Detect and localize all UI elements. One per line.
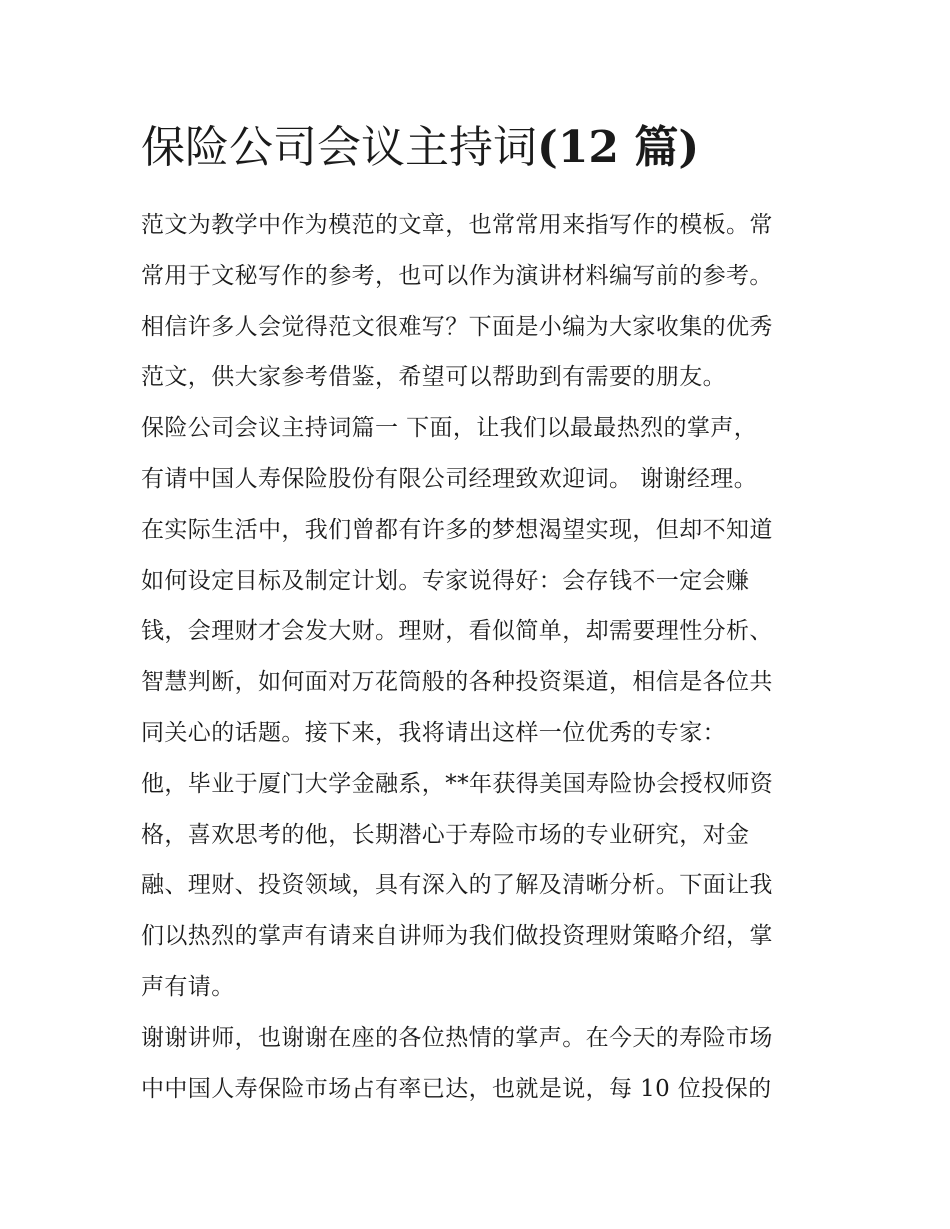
text-line: 同关心的话题。接下来，我将请出这样一位优秀的专家：: [141, 719, 726, 746]
text-line: 有请中国人寿保险股份有限公司经理致欢迎词。 谢谢经理。: [141, 465, 758, 492]
text-line: 在实际生活中，我们曾都有许多的梦想渴望实现，但却不知道: [141, 516, 773, 543]
text-line: 格，喜欢思考的他，长期潜心于寿险市场的专业研究，对金: [141, 821, 750, 848]
text-line: 钱，会理财才会发大财。理财，看似简单，却需要理性分析、: [141, 618, 773, 645]
text-line: 他，毕业于厦门大学金融系，**年获得美国寿险协会授权师资: [141, 770, 774, 797]
text-line: 智慧判断，如何面对万花筒般的各种投资渠道，相信是各位共: [141, 669, 773, 696]
title-text: 保险公司会议主持词: [141, 122, 537, 173]
text-line: 融、理财、投资领域，具有深入的了解及清晰分析。下面让我: [141, 872, 773, 899]
text-line: 中中国人寿保险市场占有率已达，也就是说，每 10 位投保的: [141, 1075, 772, 1102]
title-count: (12 篇): [537, 122, 700, 173]
text-line: 如何设定目标及制定计划。专家说得好：会存钱不一定会赚: [141, 567, 750, 594]
document-title: [141, 112, 813, 184]
text-line: 保险公司会议主持词篇一 下面，让我们以最最热烈的掌声，: [141, 415, 758, 442]
text-line: 范文为教学中作为模范的文章，也常常用来指写作的模板。常: [141, 212, 773, 238]
text-line: 谢谢讲师，也谢谢在座的各位热情的掌声。在今天的寿险市场: [141, 1024, 773, 1051]
text-line: 常用于文秘写作的参考，也可以作为演讲材料编写前的参考。: [141, 262, 773, 289]
text-line: 声有请。: [141, 973, 235, 1000]
body-text: [141, 200, 813, 1114]
text-line: 范文，供大家参考借鉴，希望可以帮助到有需要的朋友。: [141, 364, 726, 391]
text-line: 们以热烈的掌声有请来自讲师为我们做投资理财策略介绍，掌: [141, 923, 773, 950]
text-line: 相信许多人会觉得范文很难写？下面是小编为大家收集的优秀: [141, 313, 773, 340]
document-body: [141, 112, 813, 1114]
